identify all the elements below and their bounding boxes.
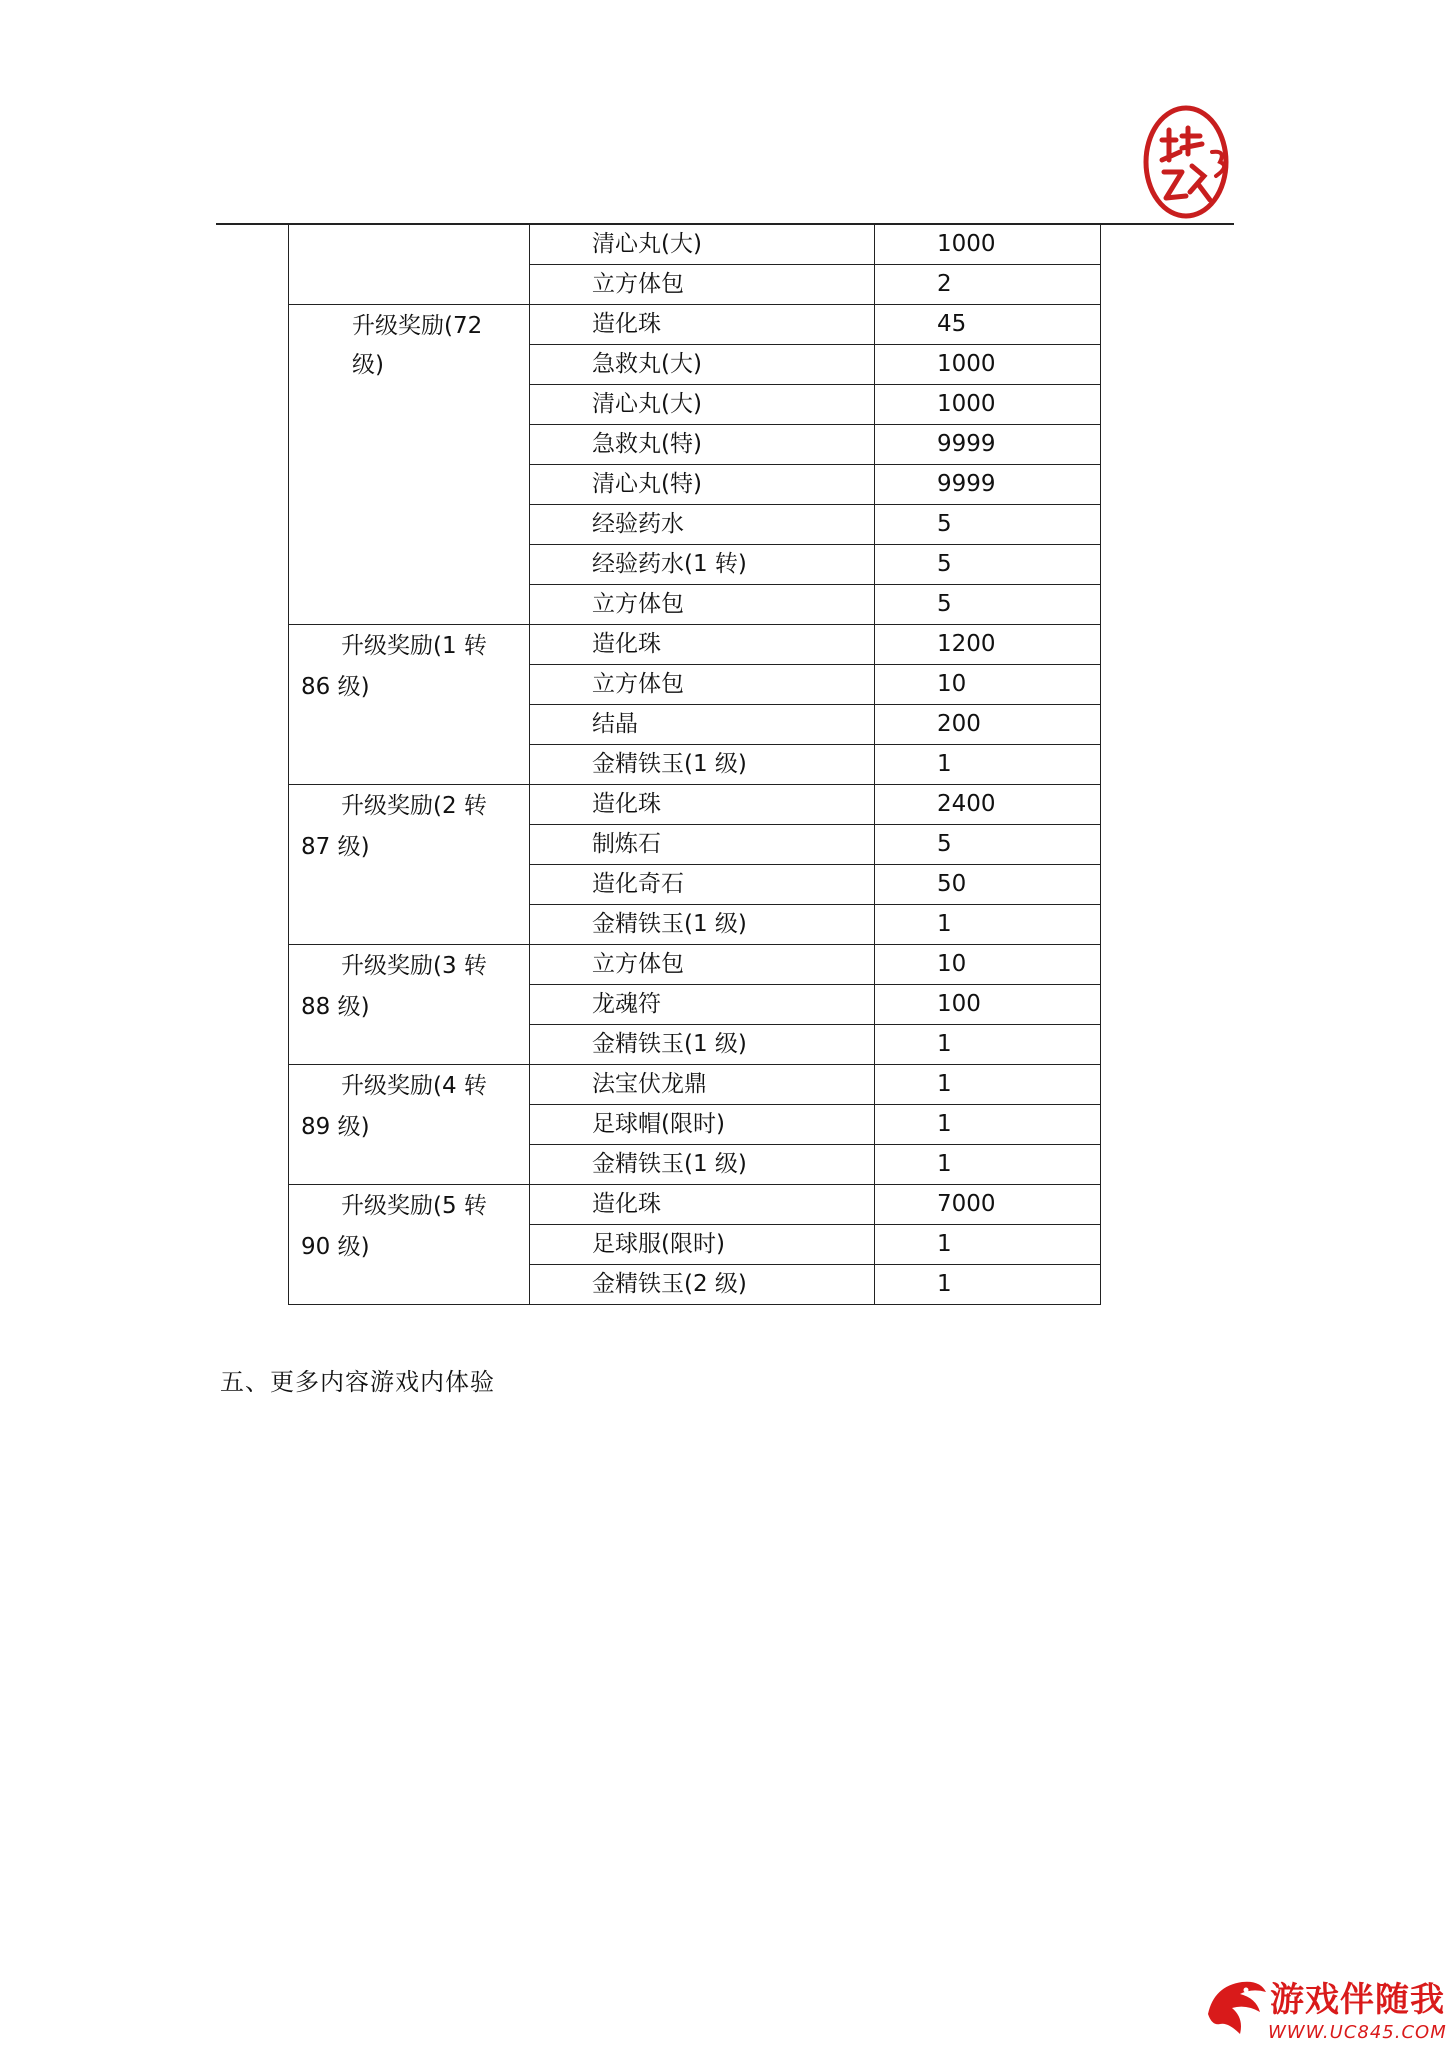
table-row [289, 225, 1101, 265]
group-cell [289, 225, 530, 305]
item-quantity: 1 [875, 1145, 1101, 1185]
item-name: 经验药水(1 转) [530, 545, 875, 585]
item-quantity: 1 [875, 745, 1101, 785]
item-quantity: 5 [875, 585, 1101, 625]
item-name: 金精铁玉(2 级) [530, 1265, 875, 1305]
table-row [289, 1185, 1101, 1225]
item-name: 制炼石 [530, 825, 875, 865]
footer-url: WWW.UC845.COM [1268, 2022, 1447, 2043]
group-cell [289, 625, 530, 785]
item-quantity: 1000 [875, 385, 1101, 425]
item-quantity: 1 [875, 905, 1101, 945]
item-quantity: 1 [875, 1225, 1101, 1265]
item-name: 结晶 [530, 705, 875, 745]
item-quantity: 200 [875, 705, 1101, 745]
item-quantity: 9999 [875, 465, 1101, 505]
item-name: 金精铁玉(1 级) [530, 1145, 875, 1185]
group-label-line2: 89 级) [301, 1114, 370, 1140]
item-quantity: 10 [875, 665, 1101, 705]
item-quantity: 1000 [875, 345, 1101, 385]
group-label-line1: 升级奖励(1 转 [341, 633, 487, 659]
group-label-line2: 90 级) [301, 1234, 370, 1260]
item-quantity: 1200 [875, 625, 1101, 665]
item-quantity: 2 [875, 265, 1101, 305]
item-quantity: 45 [875, 305, 1101, 345]
group-cell [289, 945, 530, 1065]
item-name: 造化珠 [530, 785, 875, 825]
item-name: 急救丸(特) [530, 425, 875, 465]
item-quantity: 5 [875, 545, 1101, 585]
group-label-line2: 86 级) [301, 674, 370, 700]
item-name: 金精铁玉(1 级) [530, 1025, 875, 1065]
item-name: 立方体包 [530, 585, 875, 625]
item-name: 足球帽(限时) [530, 1105, 875, 1145]
item-name: 清心丸(大) [530, 225, 875, 265]
group-cell [289, 305, 530, 625]
table-row [289, 785, 1101, 825]
item-name: 足球服(限时) [530, 1225, 875, 1265]
group-cell [289, 1065, 530, 1185]
section-title: 五、更多内容游戏内体验 [220, 1368, 495, 1396]
item-name: 立方体包 [530, 945, 875, 985]
group-label-line1: 升级奖励(4 转 [341, 1073, 487, 1099]
item-quantity: 9999 [875, 425, 1101, 465]
seal-logo-icon [1140, 100, 1236, 224]
group-label-line1: 升级奖励(3 转 [341, 953, 487, 979]
item-name: 金精铁玉(1 级) [530, 905, 875, 945]
group-label-line2: 87 级) [301, 834, 370, 860]
item-name: 造化珠 [530, 625, 875, 665]
item-quantity: 1 [875, 1105, 1101, 1145]
item-name: 金精铁玉(1 级) [530, 745, 875, 785]
item-name: 法宝伏龙鼎 [530, 1065, 875, 1105]
item-quantity: 5 [875, 825, 1101, 865]
item-name: 龙魂符 [530, 985, 875, 1025]
item-quantity: 1000 [875, 225, 1101, 265]
item-name: 造化奇石 [530, 865, 875, 905]
table-row [289, 1065, 1101, 1105]
item-quantity: 50 [875, 865, 1101, 905]
rewards-table [288, 224, 1101, 1305]
footer-brand: 游戏伴随我 [1270, 1980, 1445, 2020]
item-quantity: 2400 [875, 785, 1101, 825]
group-cell [289, 1185, 530, 1305]
item-name: 立方体包 [530, 665, 875, 705]
item-name: 经验药水 [530, 505, 875, 545]
group-label: 升级奖励(72 级) [352, 313, 483, 378]
rewards-table-body [289, 225, 1101, 1305]
item-quantity: 5 [875, 505, 1101, 545]
item-quantity: 7000 [875, 1185, 1101, 1225]
item-name: 清心丸(大) [530, 385, 875, 425]
group-label-line1: 升级奖励(5 转 [341, 1193, 487, 1219]
item-name: 造化珠 [530, 305, 875, 345]
item-quantity: 1 [875, 1025, 1101, 1065]
group-label-line2: 88 级) [301, 994, 370, 1020]
item-quantity: 1 [875, 1265, 1101, 1305]
item-name: 造化珠 [530, 1185, 875, 1225]
item-quantity: 10 [875, 945, 1101, 985]
table-row [289, 305, 1101, 345]
item-name: 立方体包 [530, 265, 875, 305]
group-label-line1: 升级奖励(2 转 [341, 793, 487, 819]
item-quantity: 100 [875, 985, 1101, 1025]
item-name: 清心丸(特) [530, 465, 875, 505]
table-row [289, 945, 1101, 985]
group-cell [289, 785, 530, 945]
table-row [289, 625, 1101, 665]
item-quantity: 1 [875, 1065, 1101, 1105]
item-name: 急救丸(大) [530, 345, 875, 385]
